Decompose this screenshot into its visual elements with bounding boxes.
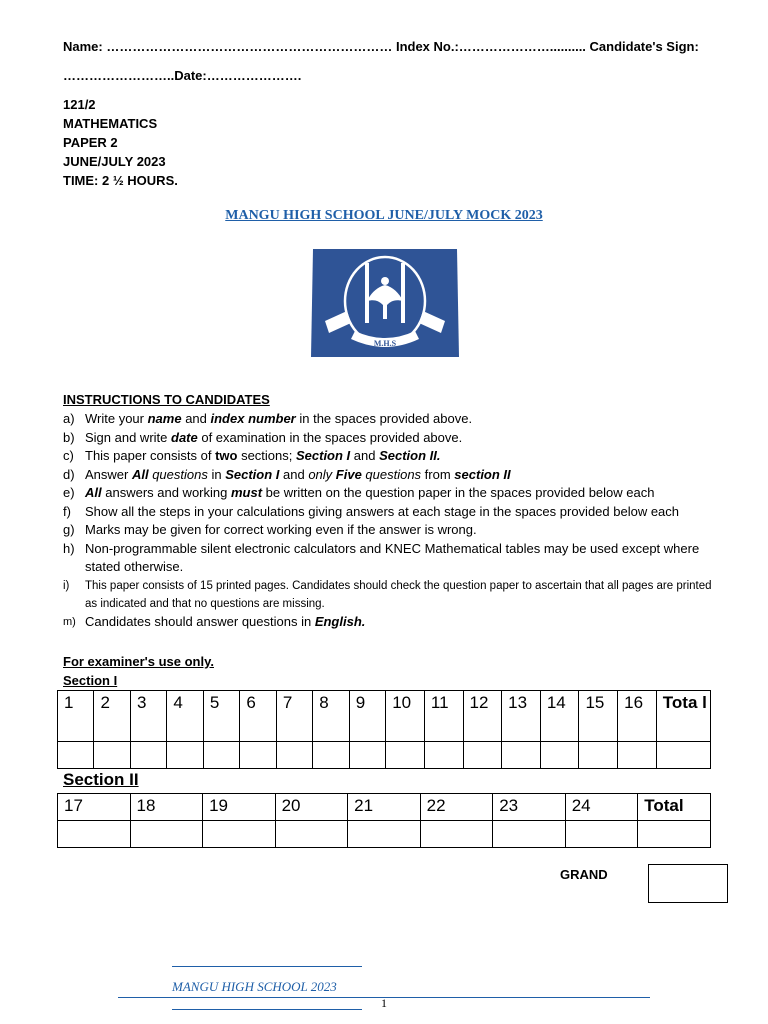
instruction-item: b) Sign and write date of examination in the spaces provided above.	[63, 429, 463, 445]
instruction-item: a) Write your name and index number in the spaces provided above.	[63, 411, 473, 426]
footer-school: MANGU HIGH SCHOOL 2023	[172, 979, 337, 994]
score-cell[interactable]	[130, 821, 203, 848]
section-1-label: Section I	[63, 673, 118, 688]
exam-title: MANGU HIGH SCHOOL JUNE/JULY MOCK 2023	[225, 208, 543, 223]
school-crest-icon	[311, 249, 459, 357]
table-header-cell: 15	[579, 691, 618, 742]
score-cell[interactable]	[386, 742, 425, 769]
score-cell[interactable]	[424, 742, 463, 769]
instruction-item: f) Show all the steps in your calculations giving answers at each stage in the spaces provided below each	[63, 503, 680, 519]
table-header-cell: 7	[276, 691, 312, 742]
table-row	[58, 794, 711, 821]
instruction-item: d) Answer All questions in Section I and only Five questions from section II	[63, 466, 511, 482]
score-cell[interactable]	[502, 742, 541, 769]
paper-meta	[63, 95, 178, 190]
instruction-item: e) All answers and working must be written on the question paper in the spaces provided below each	[63, 485, 655, 500]
table-header-cell: 11	[424, 691, 463, 742]
table-header-cell: 5	[203, 691, 239, 742]
instruction-item: h) Non-programmable silent electronic calculators and KNEC Mathematical tables may be used except where stated otherwise.	[63, 540, 700, 574]
paper-code: 121/2	[63, 97, 96, 112]
table-header-cell: 8	[313, 691, 349, 742]
table-header-cell: 22	[420, 794, 493, 821]
table-row	[58, 742, 711, 769]
table-header-cell: 20	[275, 794, 348, 821]
table-header-cell: 21	[348, 794, 421, 821]
table-header-cell: 2	[94, 691, 130, 742]
paper-number: PAPER 2	[63, 135, 118, 150]
instruction-item: i) This paper consists of 15 printed pages. Candidates should check the question paper to ascertain that all pages are printed as indicated and that no questions are missing.	[63, 579, 712, 610]
grand-total-label: GRAND	[560, 867, 608, 882]
examiner-title: For examiner's use only.	[63, 654, 214, 669]
score-cell[interactable]	[420, 821, 493, 848]
candidate-info-line: Name: ………………………………………………………… Index No.:………………….......... Candidate's Sign:	[63, 39, 699, 54]
score-cell[interactable]	[656, 742, 710, 769]
score-cell[interactable]	[94, 742, 130, 769]
score-cell[interactable]	[463, 742, 502, 769]
table-header-cell: 14	[540, 691, 579, 742]
table-header-cell: 19	[203, 794, 276, 821]
score-cell[interactable]	[58, 742, 94, 769]
score-cell[interactable]	[275, 821, 348, 848]
table-header-cell: Total	[638, 794, 711, 821]
score-cell[interactable]	[579, 742, 618, 769]
table-header-cell: 6	[240, 691, 276, 742]
table-header-cell: 13	[502, 691, 541, 742]
score-cell[interactable]	[349, 742, 385, 769]
score-cell[interactable]	[167, 742, 203, 769]
score-cell[interactable]	[203, 821, 276, 848]
score-cell[interactable]	[540, 742, 579, 769]
score-cell[interactable]	[493, 821, 566, 848]
instruction-item: g) Marks may be given for correct working even if the answer is wrong.	[63, 522, 477, 537]
section-2-label: Section II	[63, 770, 139, 789]
paper-subject: MATHEMATICS	[63, 116, 158, 131]
score-cell[interactable]	[240, 742, 276, 769]
crest-initials: M.H.S	[373, 339, 397, 348]
table-header-cell: 16	[618, 691, 657, 742]
section-1-score-table	[57, 690, 711, 769]
page-number: 1	[381, 996, 387, 1010]
date-line: ……………………..Date:………………….	[63, 68, 302, 83]
score-cell[interactable]	[276, 742, 312, 769]
score-cell[interactable]	[130, 742, 166, 769]
score-cell[interactable]	[565, 821, 638, 848]
score-cell[interactable]	[203, 742, 239, 769]
score-cell[interactable]	[348, 821, 421, 848]
table-header-cell: 18	[130, 794, 203, 821]
table-header-cell: 9	[349, 691, 385, 742]
score-cell[interactable]	[58, 821, 131, 848]
score-cell[interactable]	[638, 821, 711, 848]
table-header-cell: 23	[493, 794, 566, 821]
table-header-cell: 24	[565, 794, 638, 821]
table-header-cell: 1	[58, 691, 94, 742]
table-header-cell: 3	[130, 691, 166, 742]
instructions-list	[63, 410, 713, 631]
section-2-score-table	[57, 793, 711, 848]
table-header-cell: 10	[386, 691, 425, 742]
paper-session: JUNE/JULY 2023	[63, 154, 166, 169]
table-header-cell: 12	[463, 691, 502, 742]
instructions-title: INSTRUCTIONS TO CANDIDATES	[63, 392, 270, 407]
table-row	[58, 691, 711, 742]
instruction-item: c) This paper consists of two sections; Section I and Section II.	[63, 448, 441, 463]
table-header-cell: 4	[167, 691, 203, 742]
score-cell[interactable]	[313, 742, 349, 769]
table-row	[58, 821, 711, 848]
footer-rule	[172, 966, 362, 967]
grand-total-box[interactable]	[648, 864, 728, 903]
paper-time: TIME: 2 ½ HOURS.	[63, 173, 178, 188]
instruction-item: m) Candidates should answer questions in English.	[63, 613, 366, 629]
table-header-cell: Tota l	[656, 691, 710, 742]
table-header-cell: 17	[58, 794, 131, 821]
score-cell[interactable]	[618, 742, 657, 769]
